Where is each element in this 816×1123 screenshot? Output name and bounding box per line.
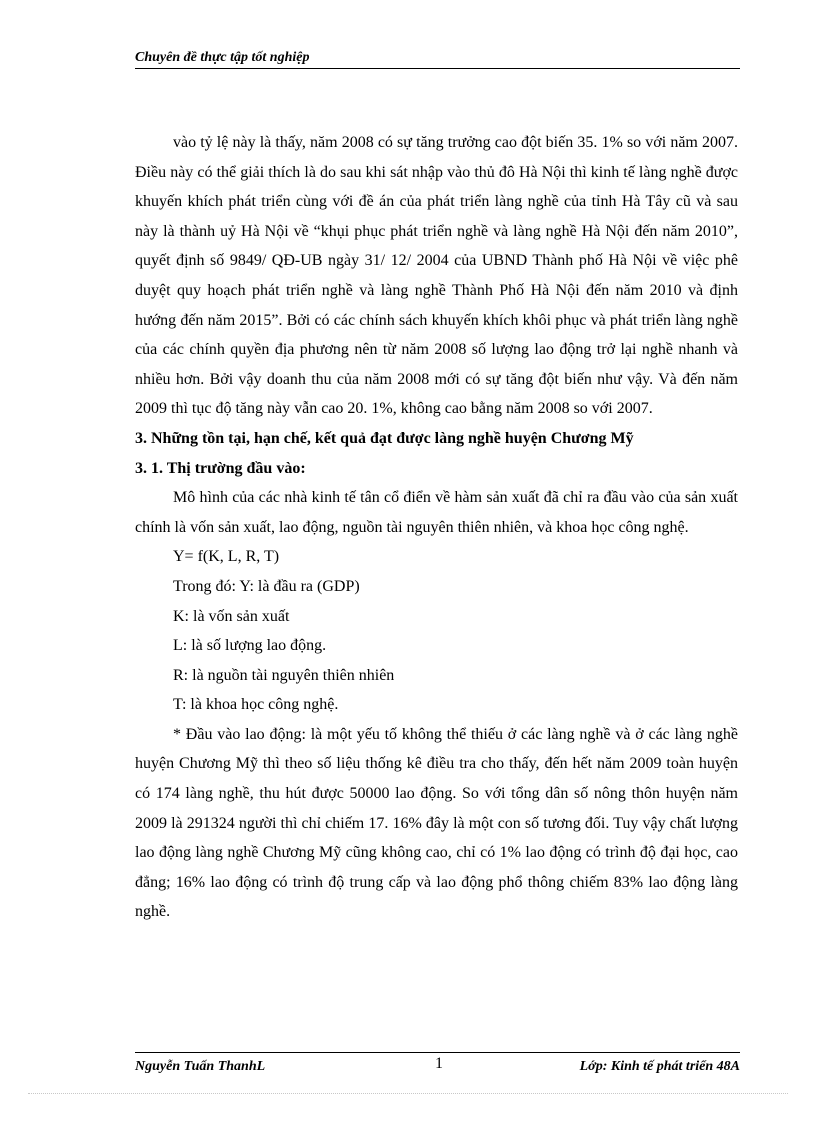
paragraph-production-function: Mô hình của các nhà kinh tế tân cổ điển về hàm sản xuất đã chỉ ra đầu vào của sản xuất chính là vốn sản xuất, lao động, nguồn tài nguyên thiên nhiên, và khoa học công nghệ. <box>135 489 738 536</box>
section-heading-3: 3. Những tồn tại, hạn chế, kết quả đạt được làng nghề huyện Chương Mỹ <box>135 429 634 447</box>
footer-class: Lớp: Kinh tế phát triển 48A <box>579 1059 740 1074</box>
section-heading-3-1: 3. 1. Thị trường đầu vào: <box>135 459 306 477</box>
page-number: 1 <box>435 1055 443 1072</box>
formula-r: R: là nguồn tài nguyên thiên nhiên <box>173 666 395 684</box>
formula-where: Trong đó: Y: là đầu ra (GDP) <box>173 577 360 595</box>
formula-k: K: là vốn sản xuất <box>173 607 290 625</box>
page-header <box>135 50 740 69</box>
formula: Y= f(K, L, R, T) <box>173 548 280 566</box>
header-title: Chuyên đề thực tập tốt nghiệp <box>135 50 310 65</box>
page-boundary-divider <box>28 1093 788 1094</box>
formula-l: L: là số lượng lao động. <box>173 637 327 655</box>
footer-author: Nguyễn Tuấn ThanhL <box>135 1059 266 1074</box>
page-footer <box>135 1052 740 1082</box>
formula-t: T: là khoa học công nghệ. <box>173 696 339 714</box>
document-body <box>135 128 738 927</box>
paragraph-labor-input: * Đầu vào lao động: là một yếu tố không thể thiếu ở các làng nghề và ở các làng nghề huyện Chương Mỹ thì theo số liệu thống kê điều tra cho thấy, đến hết năm 2009 toàn huyện có 174 làng nghề, thu hút được 50000 lao động. So với tổng dân số nông thôn huyện năm 2009 là 291324 người thì chỉ chiếm 17. 16% đây là một con số tương đối. Tuy vậy chất lượng lao động làng nghề Chương Mỹ cũng không cao, chỉ có 1% lao động có trình độ đại học, cao đẳng; 16% lao động có trình độ trung cấp và lao động phổ thông chiếm 83% lao động làng nghề. <box>135 725 738 921</box>
paragraph-growth: vào tỷ lệ này là thấy, năm 2008 có sự tăng trưởng cao đột biến 35. 1% so với năm 2007. Điều này có thể giải thích là do sau khi sát nhập vào thủ đô Hà Nội thì kinh tế làng nghề được khuyến khích phát triển cùng với đề án của phát triển làng nghề của tỉnh Hà Tây cũ và sau này là thành uỷ Hà Nội về “khụi phục phát triển nghề và làng nghề Hà Nội đến năm 2010”, quyết định số 9849/ QĐ-UB ngày 31/ 12/ 2004 của UBND Thành phố Hà Nội về việc phê duyệt quy hoạch phát triển nghề và làng nghề Thành Phố Hà Nội đến năm 2010 và định hướng đến năm 2015”. Bởi có các chính sách khuyến khích khôi phục và phát triển làng nghề của các chính quyền địa phương nên từ năm 2008 số lượng lao động trở lại nghề nhanh và nhiều hơn. Bởi vậy doanh thu của năm 2008 mới có sự tăng đột biến như vậy. Và đến năm 2009 thì tục độ tăng này vẫn cao 20. 1%, không cao bằng năm 2008 so với 2007. <box>135 134 738 418</box>
